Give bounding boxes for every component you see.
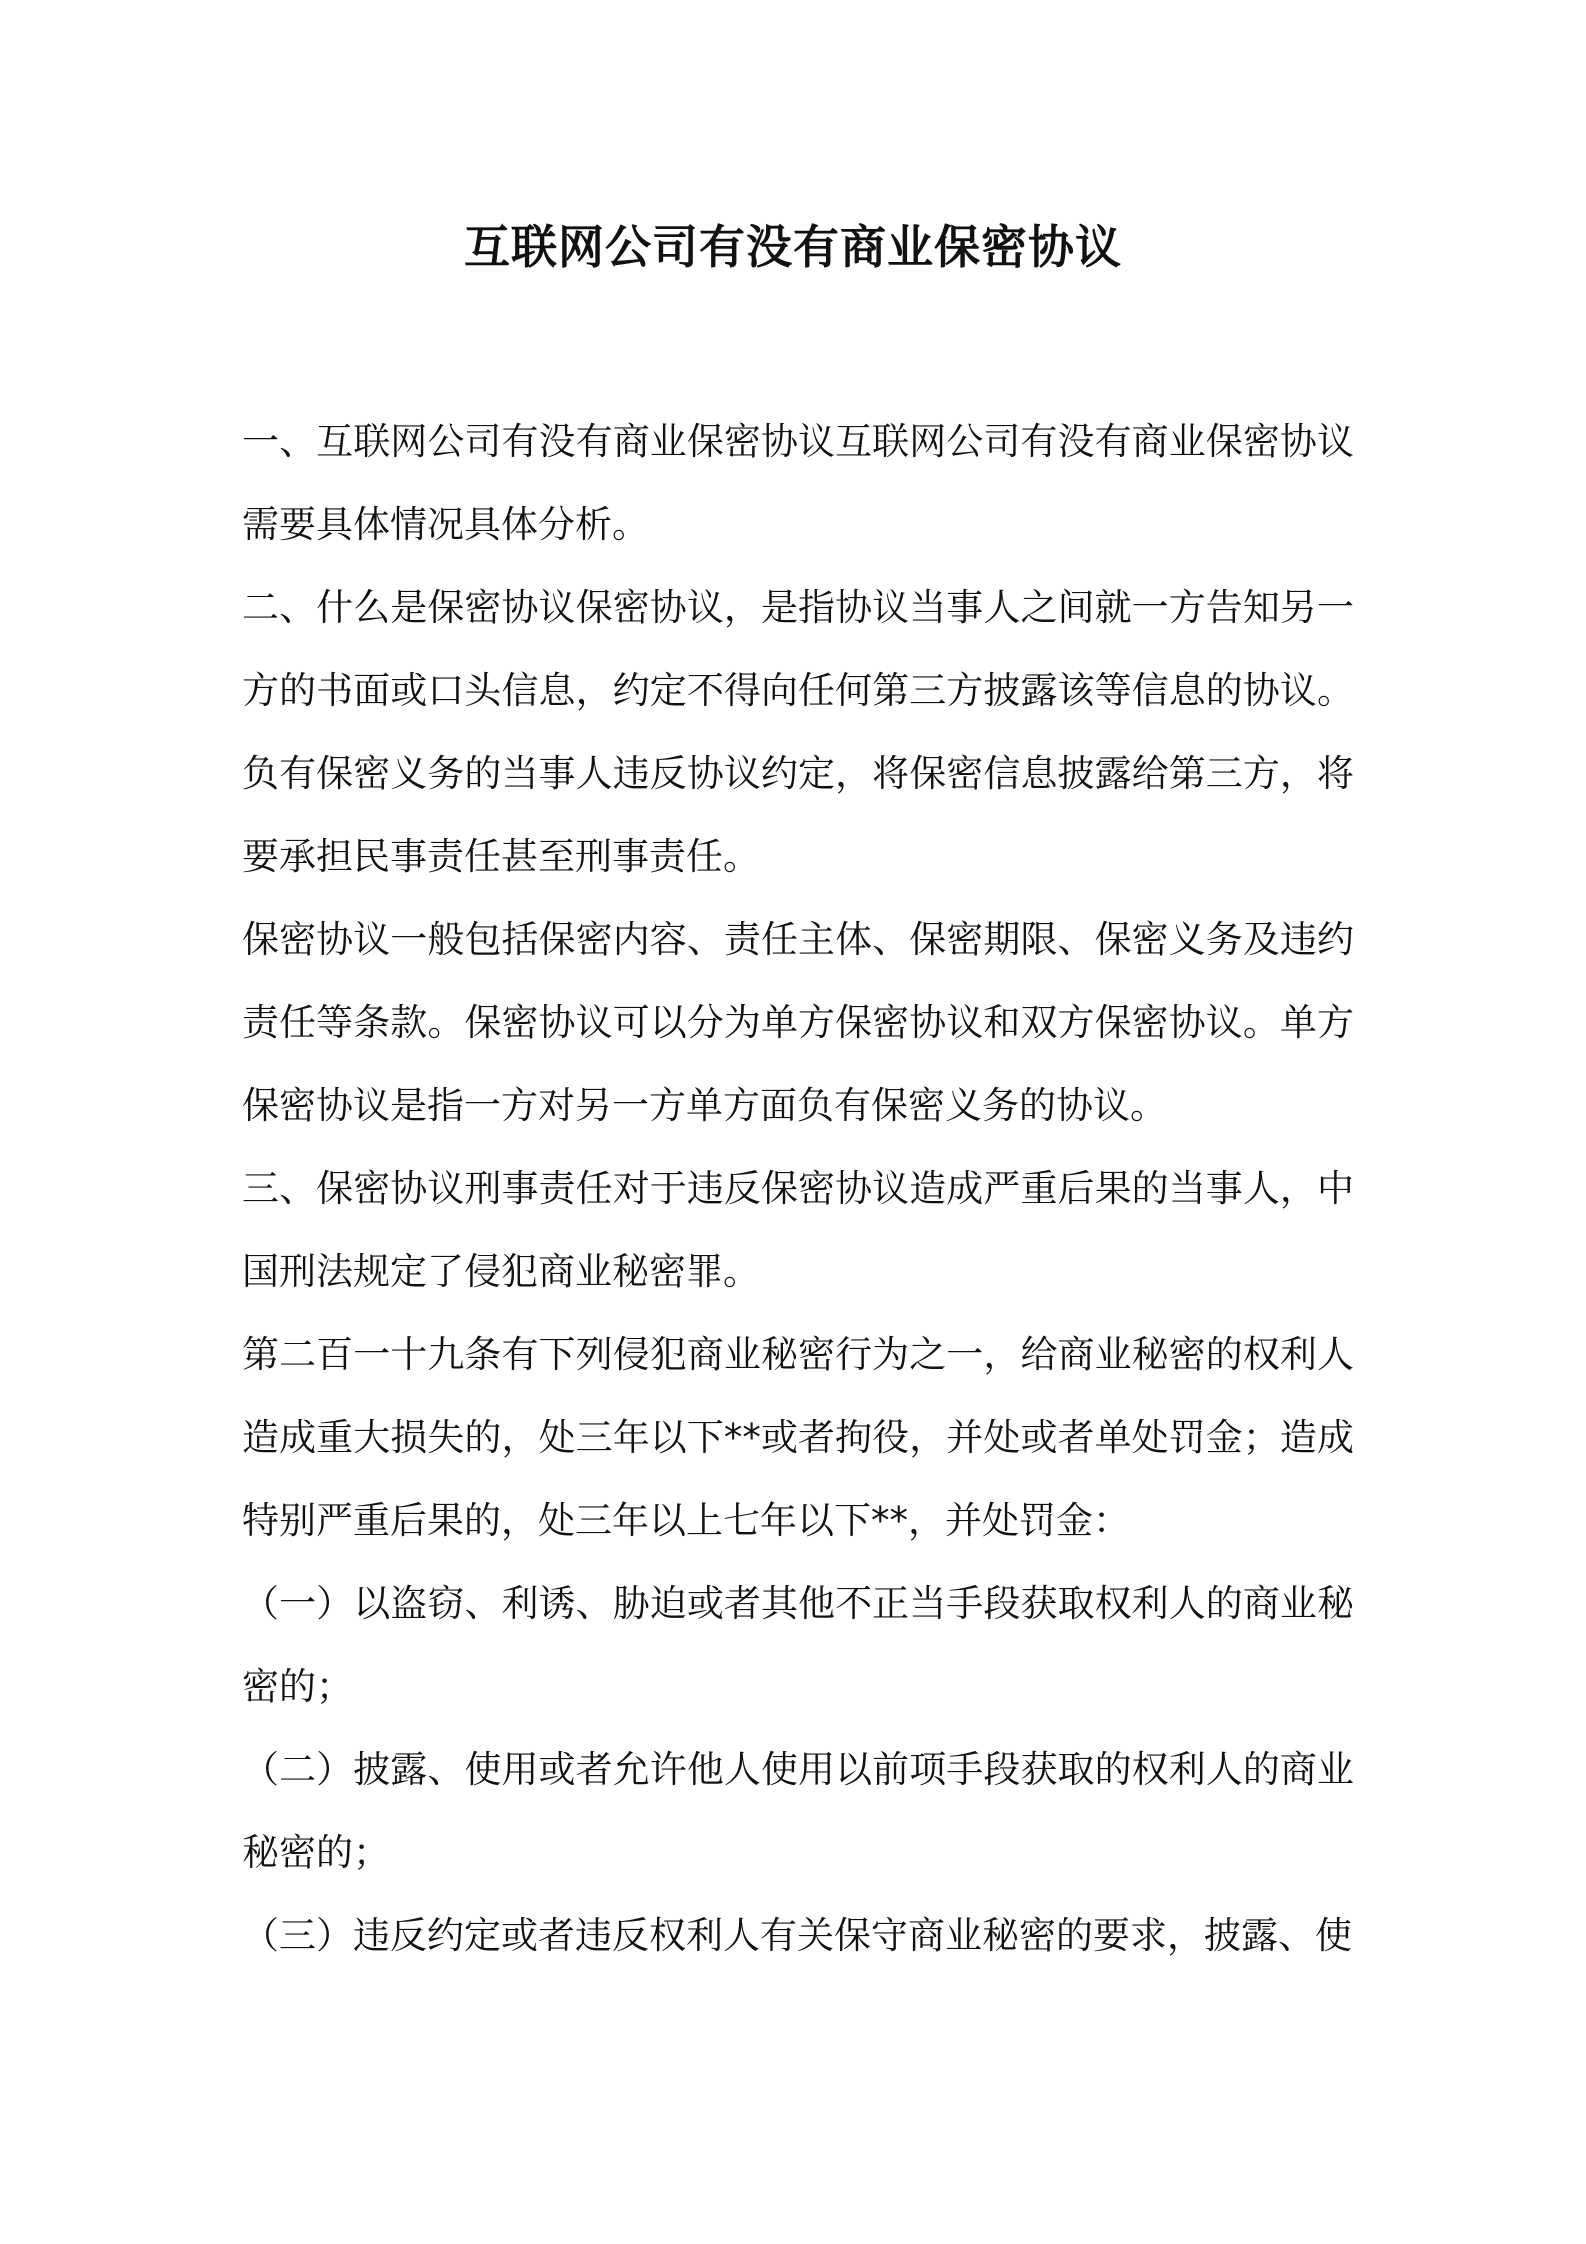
paragraph-article-219: 第二百一十九条有下列侵犯商业秘密行为之一，给商业秘密的权利人造成重大损失的，处三年以下**或者拘役，并处或者单处罚金；造成特别严重后果的，处三年以上七年以下**，并处罚金：	[242, 1333, 1354, 1542]
paragraph-clause-3: （三）违反约定或者违反权利人有关保守商业秘密的要求，披露、使	[242, 1914, 1352, 1957]
paragraph-section-2: 二、什么是保密协议保密协议，是指协议当事人之间就一方告知另一方的书面或口头信息，约定不得向任何第三方披露该等信息的协议。负有保密义务的当事人违反协议约定，将保密信息披露给第三方，将要承担民事责任甚至刑事责任。	[242, 586, 1354, 878]
paragraph-clause-2: （二）披露、使用或者允许他人使用以前项手段获取的权利人的商业秘密的；	[242, 1748, 1354, 1874]
document-body	[242, 400, 1354, 1977]
paragraph-clause-1: （一）以盗窃、利诱、胁迫或者其他不正当手段获取权利人的商业秘密的；	[242, 1582, 1354, 1708]
paragraph-agreement-types: 保密协议一般包括保密内容、责任主体、保密期限、保密义务及违约责任等条款。保密协议可以分为单方保密协议和双方保密协议。单方保密协议是指一方对另一方单方面负有保密义务的协议。	[242, 918, 1354, 1127]
document-title: 互联网公司有没有商业保密协议	[464, 220, 1122, 274]
paragraph-section-1: 一、互联网公司有没有商业保密协议互联网公司有没有商业保密协议需要具体情况具体分析。	[242, 420, 1354, 546]
paragraph-section-3: 三、保密协议刑事责任对于违反保密协议造成严重后果的当事人，中国刑法规定了侵犯商业秘密罪。	[242, 1167, 1354, 1293]
